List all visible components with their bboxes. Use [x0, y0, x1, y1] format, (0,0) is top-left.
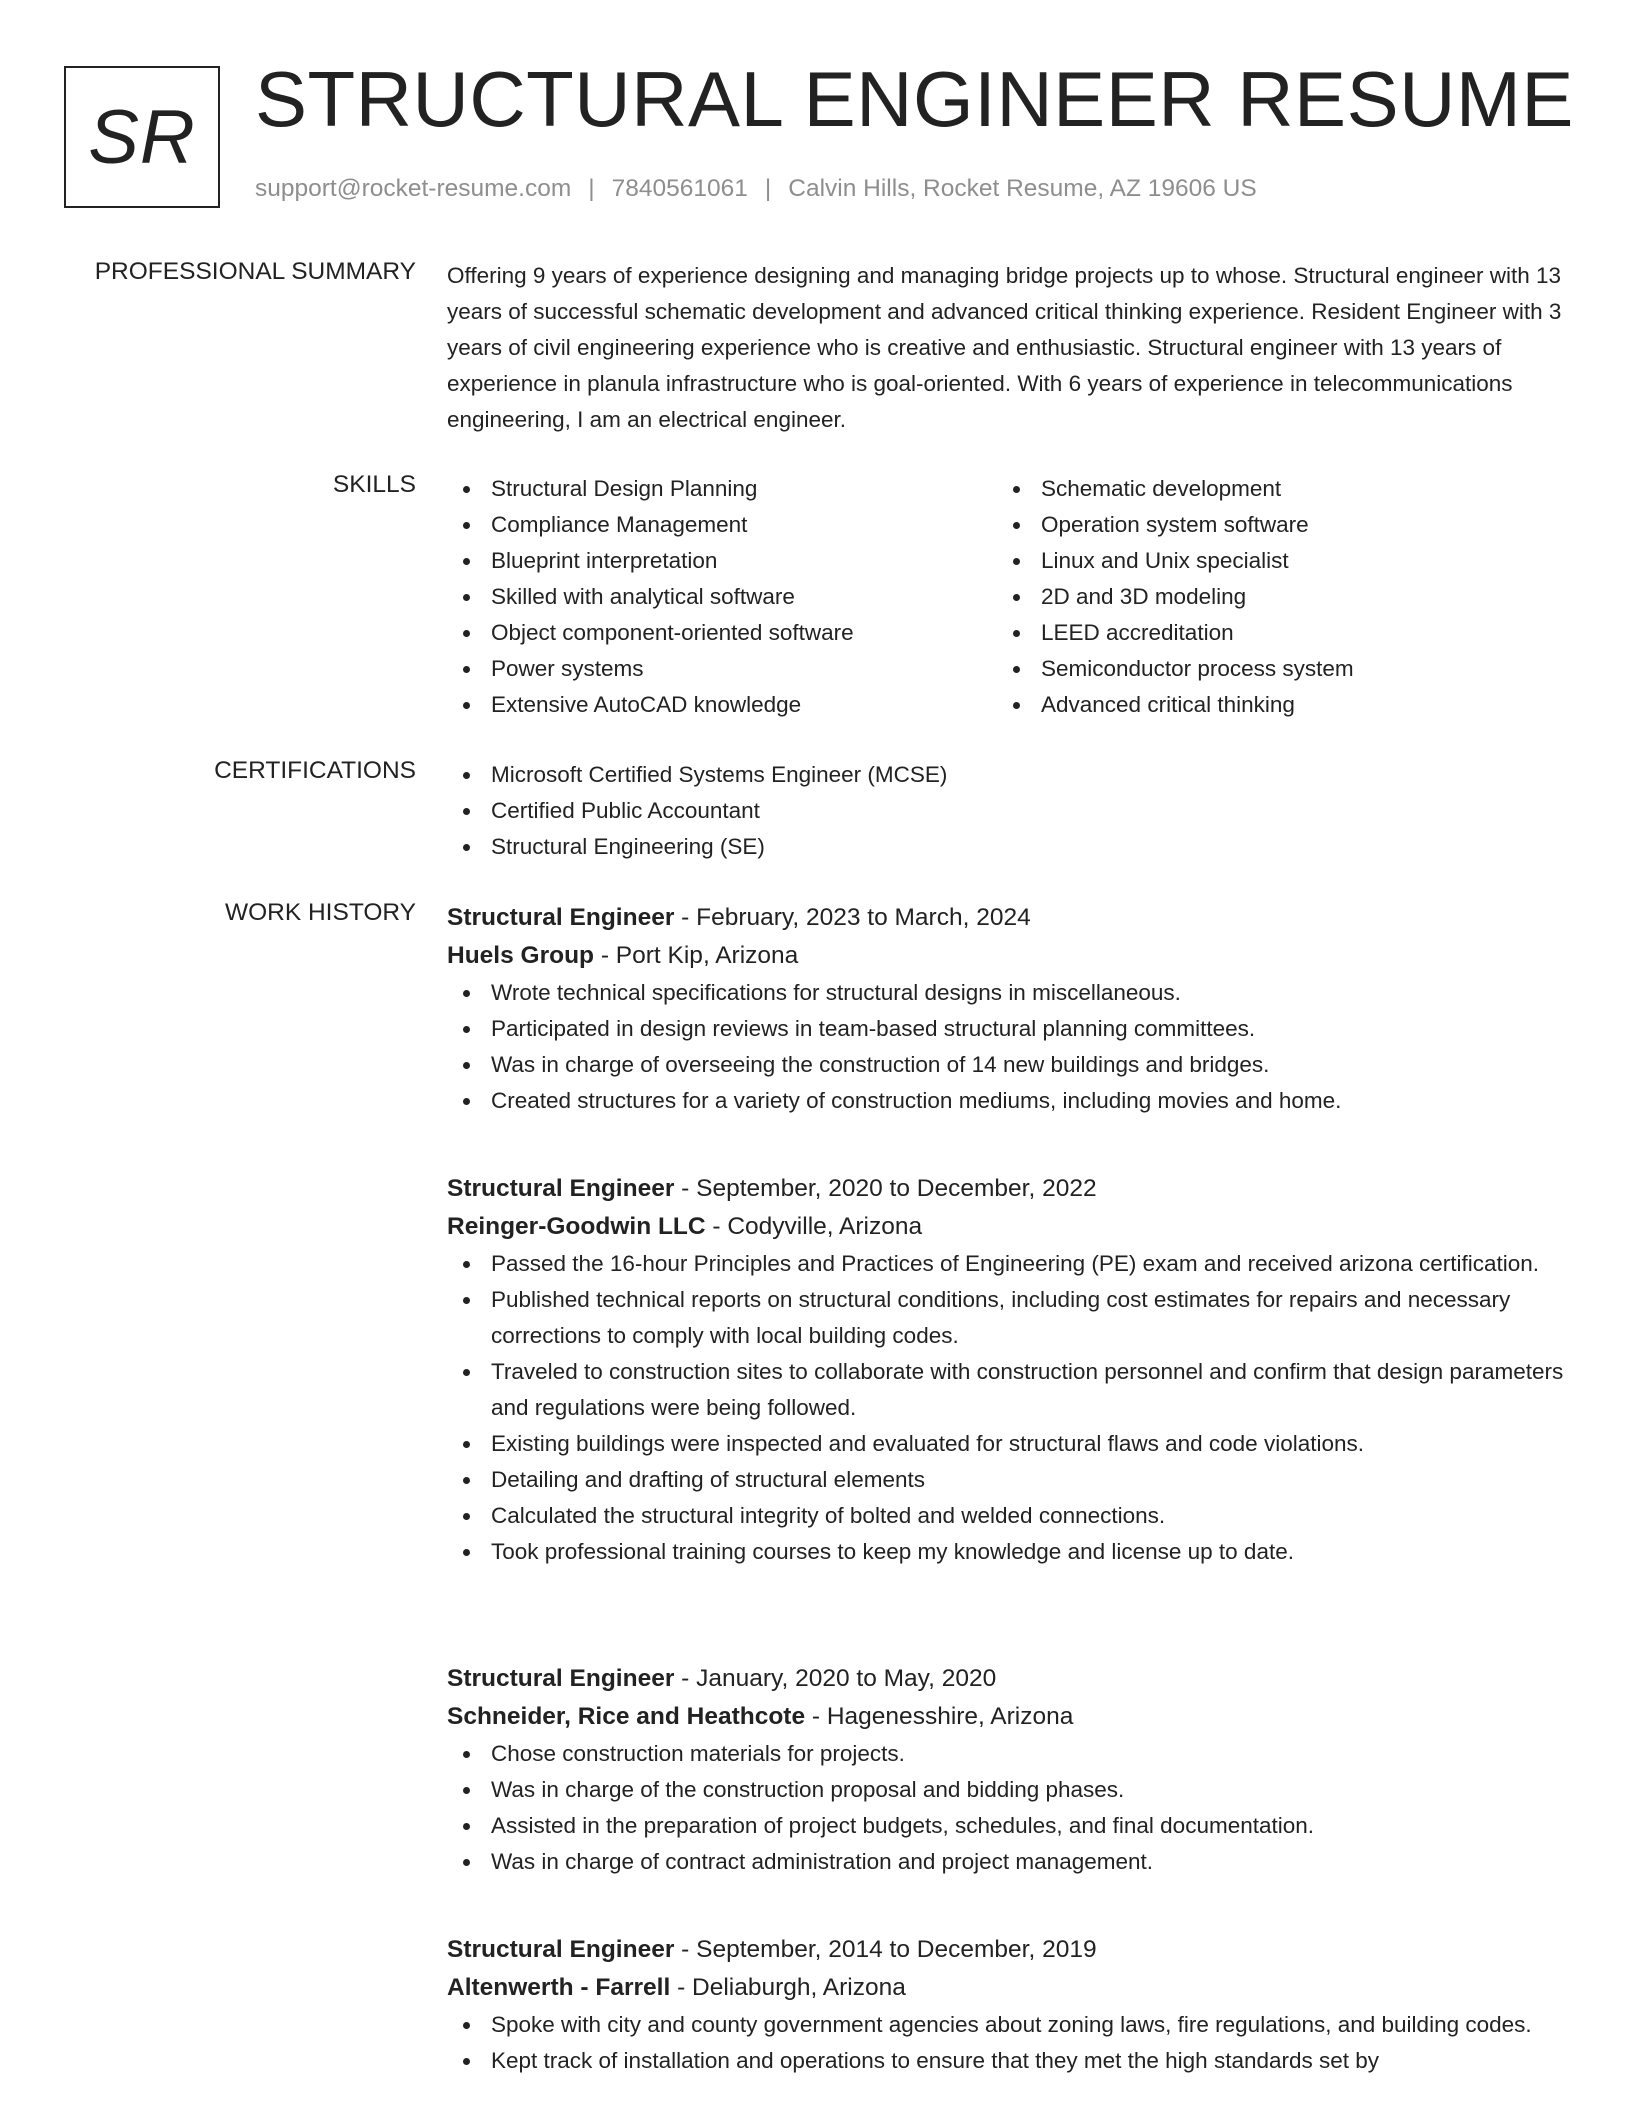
- section-label-work-history: WORK HISTORY: [224, 899, 416, 926]
- job-title-line: [447, 1931, 1572, 1969]
- job-company-line: [447, 1698, 1572, 1736]
- skill-item: Semiconductor process system: [997, 651, 1547, 687]
- job-bullet: Was in charge of the construction proposal and bidding phases.: [447, 1772, 1572, 1808]
- job-bullet: Created structures for a variety of construction mediums, including movies and home.: [447, 1083, 1572, 1119]
- job-bullet: Kept track of installation and operations to ensure that they met the high standards set by: [447, 2043, 1572, 2079]
- job-bullet-list: [447, 1736, 1572, 1880]
- skill-item: Extensive AutoCAD knowledge: [447, 687, 997, 723]
- job-role: Structural Engineer: [447, 1175, 675, 1202]
- job-company-line: [447, 1208, 1572, 1246]
- contact-separator: |: [588, 175, 595, 202]
- section-label-certifications: CERTIFICATIONS: [214, 757, 416, 784]
- section-label-summary: PROFESSIONAL SUMMARY: [94, 258, 416, 285]
- job-location: - Port Kip, Arizona: [594, 942, 799, 969]
- summary-body: [447, 258, 1572, 438]
- job-title-line: [447, 1170, 1572, 1208]
- job-dates: - February, 2023 to March, 2024: [674, 904, 1031, 931]
- resume-header: [0, 0, 1632, 240]
- job-location: - Codyville, Arizona: [705, 1213, 923, 1240]
- skill-item: Blueprint interpretation: [447, 543, 997, 579]
- job-bullet: Participated in design reviews in team-based structural planning committees.: [447, 1011, 1572, 1047]
- job-bullet-list: [447, 2007, 1572, 2079]
- skills-list-left: [447, 471, 997, 723]
- job-bullet: Was in charge of contract administration and project management.: [447, 1844, 1572, 1880]
- job-bullet: Assisted in the preparation of project budgets, schedules, and final documentation.: [447, 1808, 1572, 1844]
- job-company: Reinger-Goodwin LLC: [447, 1213, 706, 1240]
- job-bullet: Detailing and drafting of structural elements: [447, 1462, 1572, 1498]
- job-role: Structural Engineer: [447, 1665, 675, 1692]
- job-bullet-list: [447, 975, 1572, 1119]
- certifications-body: [447, 757, 1572, 865]
- certifications-list: [447, 757, 1572, 865]
- skill-item: Skilled with analytical software: [447, 579, 997, 615]
- skill-item: Structural Design Planning: [447, 471, 997, 507]
- job-bullet: Published technical reports on structural conditions, including cost estimates for repairs and necessary corrections to comply with local building codes.: [447, 1282, 1572, 1354]
- job-role: Structural Engineer: [447, 904, 675, 931]
- section-label-skills: SKILLS: [332, 471, 416, 498]
- summary-text: Offering 9 years of experience designing and managing bridge projects up to whose. Structural engineer with 13 years of successful schematic development and advanced critical thinking experience. Resident Engineer with 3 years of civil engineering experience who is creative and enthusiastic. Structural engineer with 13 years of experience in planula infrastructure who is goal-oriented. With 6 years of experience in telecommunications engineering, I am an electrical engineer.: [447, 263, 1562, 432]
- skill-item: Schematic development: [997, 471, 1547, 507]
- job-company: Altenwerth - Farrell: [447, 1974, 671, 2001]
- job-title-line: [447, 1660, 1572, 1698]
- contact-address: Calvin Hills, Rocket Resume, AZ 19606 US: [788, 175, 1257, 202]
- job-bullet: Was in charge of overseeing the construction of 14 new buildings and bridges.: [447, 1047, 1572, 1083]
- contact-email[interactable]: support@rocket-resume.com: [255, 175, 572, 202]
- resume-title: STRUCTURAL ENGINEER RESUME: [255, 55, 1574, 143]
- job-company: Huels Group: [447, 942, 595, 969]
- job-bullet: Chose construction materials for projects.: [447, 1736, 1572, 1772]
- skill-item: Linux and Unix specialist: [997, 543, 1547, 579]
- job-company-line: [447, 1969, 1572, 2007]
- skill-item: 2D and 3D modeling: [997, 579, 1547, 615]
- job-bullet: Existing buildings were inspected and evaluated for structural flaws and code violations.: [447, 1426, 1572, 1462]
- contact-phone[interactable]: 7840561061: [611, 175, 748, 202]
- monogram-badge: SR: [64, 66, 220, 208]
- job-location: - Deliaburgh, Arizona: [670, 1974, 906, 2001]
- job-company: Schneider, Rice and Heathcote: [447, 1703, 806, 1730]
- skill-item: LEED accreditation: [997, 615, 1547, 651]
- certification-item: Certified Public Accountant: [447, 793, 1572, 829]
- job-bullet: Wrote technical specifications for structural designs in miscellaneous.: [447, 975, 1572, 1011]
- job-dates: - January, 2020 to May, 2020: [674, 1665, 997, 1692]
- contact-line: [255, 175, 1257, 203]
- skills-body: [447, 471, 1572, 723]
- skill-item: Object component-oriented software: [447, 615, 997, 651]
- job-bullet: Spoke with city and county government agencies about zoning laws, fire regulations, and building codes.: [447, 2007, 1572, 2043]
- contact-separator: |: [764, 175, 772, 202]
- job-bullet: Traveled to construction sites to collaborate with construction personnel and confirm that design parameters and regulations were being followed.: [447, 1354, 1572, 1426]
- skill-item: Advanced critical thinking: [997, 687, 1547, 723]
- job-company-line: [447, 937, 1572, 975]
- job-role: Structural Engineer: [447, 1936, 675, 1963]
- job-bullet: Passed the 16-hour Principles and Practices of Engineering (PE) exam and received arizona certification.: [447, 1246, 1572, 1282]
- job-title-line: [447, 899, 1572, 937]
- job-bullet-list: [447, 1246, 1572, 1570]
- job-bullet: Calculated the structural integrity of bolted and welded connections.: [447, 1498, 1572, 1534]
- job-bullet: Took professional training courses to keep my knowledge and license up to date.: [447, 1534, 1572, 1570]
- job-dates: - September, 2020 to December, 2022: [674, 1175, 1097, 1202]
- skill-item: Compliance Management: [447, 507, 997, 543]
- skill-item: Power systems: [447, 651, 997, 687]
- certification-item: Microsoft Certified Systems Engineer (MCSE): [447, 757, 1572, 793]
- job-dates: - September, 2014 to December, 2019: [674, 1936, 1097, 1963]
- skills-list-right: [997, 471, 1547, 723]
- skill-item: Operation system software: [997, 507, 1547, 543]
- certification-item: Structural Engineering (SE): [447, 829, 1572, 865]
- job-location: - Hagenesshire, Arizona: [805, 1703, 1074, 1730]
